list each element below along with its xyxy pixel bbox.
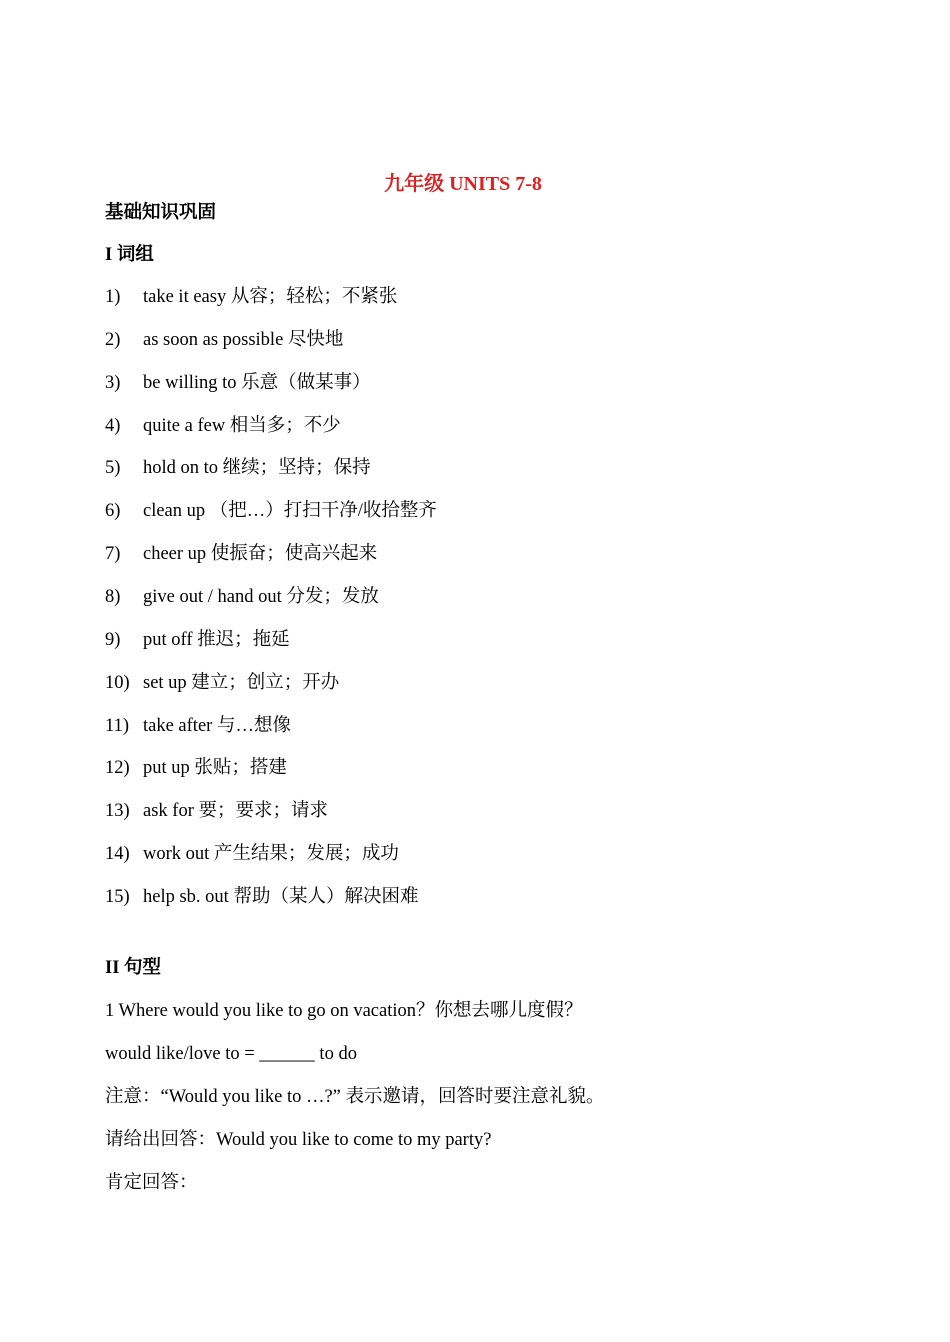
phrase-item: [105, 542, 377, 566]
phrase-item: [105, 585, 379, 609]
phrase-number: 6): [105, 501, 121, 521]
phrase-text: ask for 要；要求；请求: [143, 801, 328, 821]
phrase-number: 13): [105, 801, 130, 821]
phrase-item: [105, 756, 287, 780]
phrase-number: 14): [105, 844, 130, 864]
sentence-line: 1 Where would you like to go on vacation？你想去哪儿度假？: [105, 1001, 583, 1021]
sentence-line: 肯定回答：: [105, 1173, 198, 1193]
phrase-number: 7): [105, 544, 121, 564]
phrase-number: 3): [105, 373, 121, 393]
sentence-line: 注意：“Would you like to …?” 表示邀请，回答时要注意礼貌。: [105, 1087, 605, 1107]
phrase-text: quite a few 相当多；不少: [143, 416, 341, 436]
phrase-number: 2): [105, 330, 121, 350]
phrase-item: [105, 456, 371, 480]
phrase-item: [105, 285, 397, 309]
section-heading-phrases: I 词组: [105, 245, 154, 265]
phrase-number: 11): [105, 716, 129, 736]
phrase-text: work out 产生结果；发展；成功: [143, 844, 399, 864]
phrase-number: 5): [105, 458, 121, 478]
phrase-number: 12): [105, 758, 130, 778]
phrase-text: cheer up 使振奋；使高兴起来: [143, 544, 378, 564]
phrase-text: take after 与…想像: [143, 716, 291, 736]
phrase-item: [105, 799, 328, 823]
phrase-item: [105, 628, 290, 652]
phrase-item: [105, 714, 291, 738]
phrase-text: help sb. out 帮助（某人）解决困难: [143, 887, 419, 907]
phrase-number: 8): [105, 587, 121, 607]
phrase-item: [105, 371, 371, 395]
phrase-text: give out / hand out 分发；发放: [143, 587, 379, 607]
section-heading-sentences: II 句型: [105, 958, 162, 978]
sentence-line: would like/love to = ______ to do: [105, 1044, 357, 1064]
phrase-text: clean up （把…）打扫干净/收拾整齐: [143, 501, 437, 521]
phrase-item: [105, 842, 399, 866]
phrase-text: put off 推迟；拖延: [143, 630, 290, 650]
phrase-text: as soon as possible 尽快地: [143, 330, 344, 350]
phrase-number: 9): [105, 630, 121, 650]
phrase-text: put up 张贴；搭建: [143, 758, 287, 778]
phrase-item: [105, 499, 437, 523]
phrase-item: [105, 671, 339, 695]
phrase-item: [105, 328, 343, 352]
phrase-text: hold on to 继续；坚持；保持: [143, 458, 371, 478]
phrase-number: 15): [105, 887, 130, 907]
phrase-text: be willing to 乐意（做某事）: [143, 373, 371, 393]
phrase-number: 4): [105, 416, 121, 436]
phrase-number: 1): [105, 287, 121, 307]
phrase-text: set up 建立；创立；开办: [143, 673, 340, 693]
phrase-text: take it easy 从容；轻松；不紧张: [143, 287, 398, 307]
section-heading-basics: 基础知识巩固: [105, 203, 217, 223]
phrase-item: [105, 885, 418, 909]
page-title: 九年级 UNITS 7-8: [384, 173, 542, 195]
sentence-line: 请给出回答：Would you like to come to my party?: [105, 1130, 492, 1150]
phrase-number: 10): [105, 673, 130, 693]
phrase-item: [105, 414, 341, 438]
